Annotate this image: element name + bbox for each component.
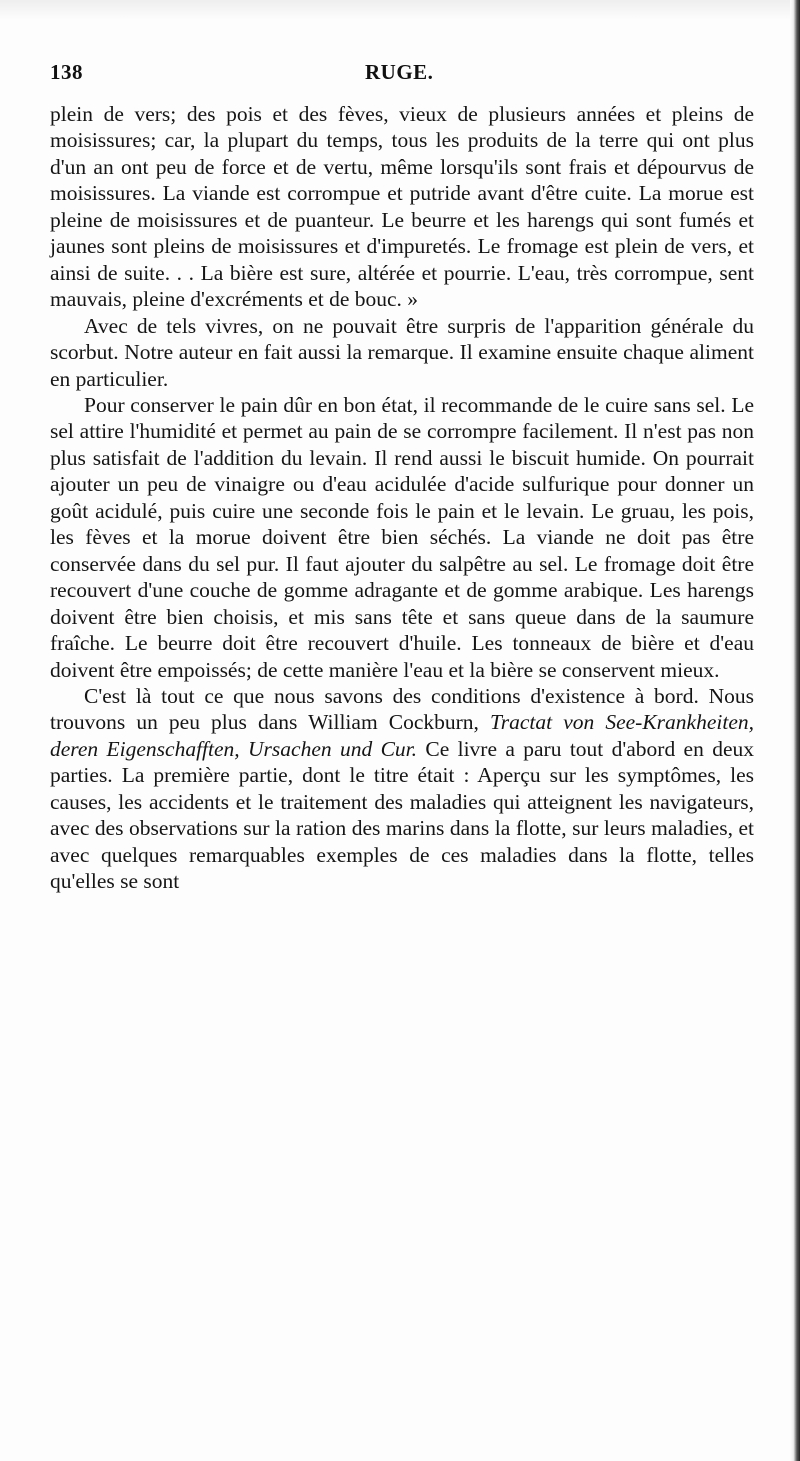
paragraph-cockburn: [50, 683, 754, 895]
paragraph-continuation: plein de vers; des pois et des fèves, vieux de plusieurs années et pleins de moisissures; car, la plupart du temps, tous les produits de la terre qui ont plus d'un an ont peu de force et de vertu, même lorsqu'ils sont frais et dépourvus de moisissures. La viande est corrompue et putride avant d'être cuite. La morue est pleine de moisissures et de puanteur. Le beurre et les harengs qui sont fumés et jaunes sont pleins de moisissures et d'impuretés. Le fromage est plein de vers, et ainsi de suite. . . La bière est sure, altérée et pourrie. L'eau, très corrompue, sent mauvais, pleine d'excréments et de bouc. »: [50, 102, 754, 312]
running-title: RUGE.: [365, 60, 434, 84]
page-right-edge: [790, 0, 800, 1461]
body-text: [50, 101, 754, 895]
page-header: [50, 60, 750, 90]
paragraph-conservation: Pour conserver le pain dûr en bon état, il recommande de le cuire sans sel. Le sel attire l'humidité et permet au pain de se corrompre facilement. Il n'est pas non plus satisfait de l'addition du levain. Il rend aussi le biscuit humide. On pourrait ajouter un peu de vinaigre ou d'eau acidulée d'acide sulfurique pour donner un goût acidulé, puis cuire une seconde fois le pain et le levain. Le gruau, les pois, les fèves et la morue doivent être bien séchés. La viande ne doit pas être conservée dans du sel pur. Il faut ajouter du salpêtre au sel. Le fromage doit être recouvert d'une couche de gomme adragante et de gomme arabique. Les harengs doivent être bien choisis, et mis sans tête et sans queue dans de la saumure fraîche. Le beurre doit être recouvert d'huile. Les tonneaux de bière et d'eau doivent être empoissés; de cette manière l'eau et la bière se conservent mieux.: [50, 392, 754, 682]
page-top-shadow: [0, 0, 800, 20]
page-number: 138: [50, 60, 83, 84]
paragraph-scorbut: Avec de tels vivres, on ne pouvait être surpris de l'apparition générale du scorbut. Notre auteur en fait aussi la remarque. Il examine ensuite chaque aliment en particulier.: [50, 313, 754, 391]
paragraph-cockburn-rest: Ce livre a paru tout d'abord en deux parties. La première partie, dont le titre était : Aperçu sur les symptômes, les causes, les accidents et le traitement des maladies qui atteignent les navigateurs, avec des observations sur la ration des marins dans la flotte, sur leurs maladies, et avec quelques remarquables exemples de ces maladies dans la flotte, telles qu'elles se sont: [50, 736, 754, 894]
book-title-italic: Tractat von See-Krankheiten, deren Eigenschafften, Ursachen und Cur.: [50, 710, 754, 761]
paragraph-cockburn-intro: C'est là tout ce que nous savons des conditions d'existence à bord. Nous trouvons un peu plus dans William Cockburn,: [50, 683, 754, 735]
